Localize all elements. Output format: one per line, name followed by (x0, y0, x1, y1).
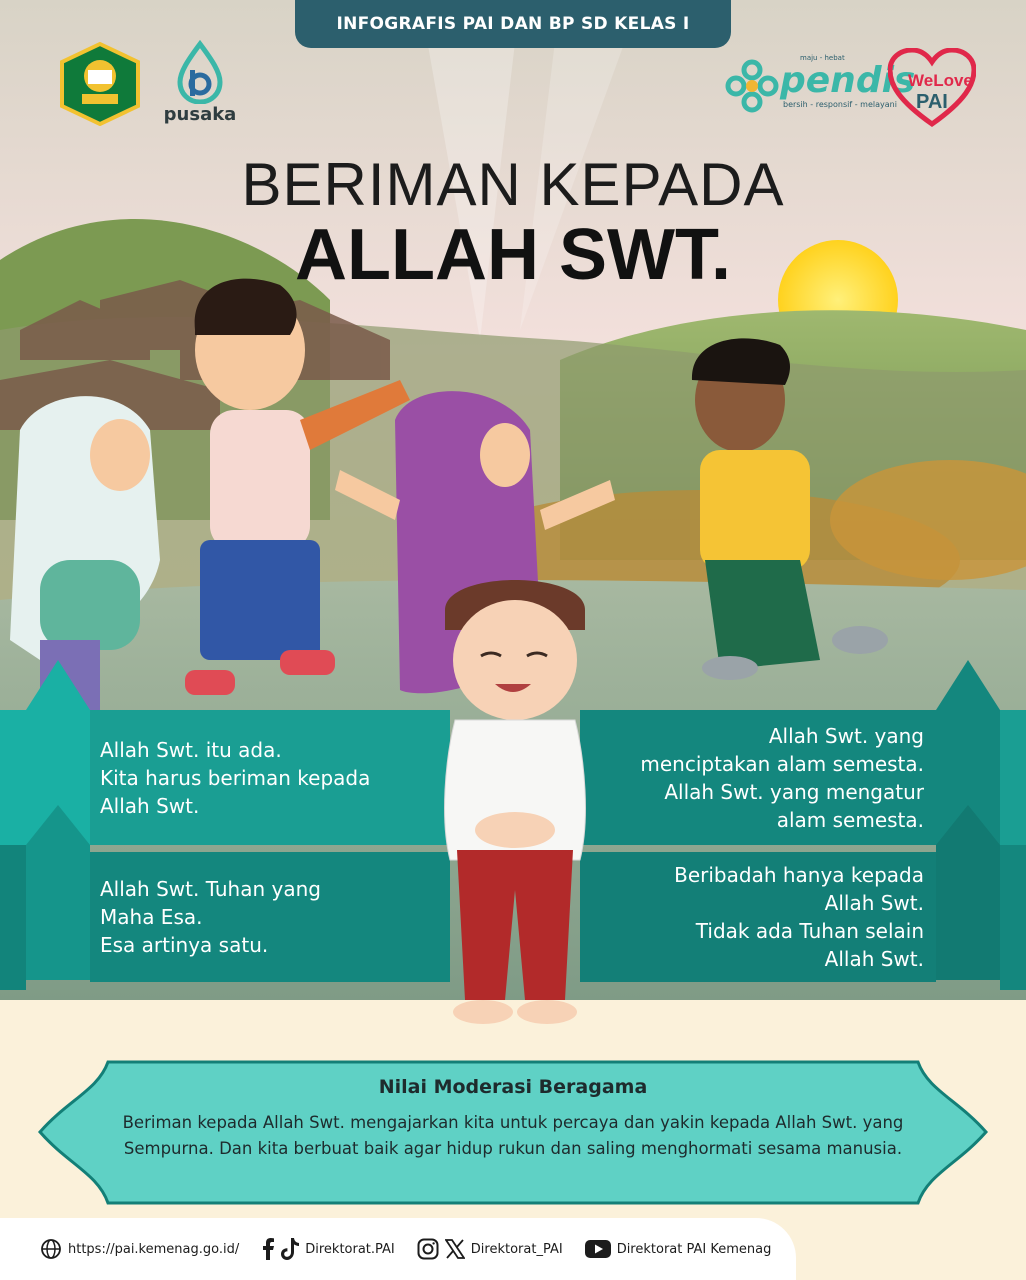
footer-website-text: https://pai.kemenag.go.id/ (68, 1241, 240, 1257)
pendis-wordmark: pendis (780, 60, 916, 101)
pusaka-drop-icon (160, 40, 240, 104)
footer-youtube-text: Direktorat PAI Kemenag (616, 1241, 772, 1257)
kemenag-logo (58, 42, 142, 126)
boy-praying-art (415, 560, 615, 1040)
title-line-2: ALLAH SWT. (295, 215, 731, 295)
pendis-logo (722, 56, 782, 116)
pendis-top-tag: maju - hebat (800, 54, 845, 62)
pai-text: PAI (916, 91, 948, 113)
instagram-icon (417, 1238, 439, 1260)
footer-bar (0, 1218, 796, 1280)
footer-website[interactable] (40, 1238, 239, 1260)
footer-youtube[interactable] (585, 1240, 772, 1258)
pendis-flower-icon (722, 56, 782, 116)
pusaka-label: pusaka (163, 104, 237, 125)
panel-top-right-text: Allah Swt. yang menciptakan alam semesta. Allah Swt. yang mengatur alam semesta. (640, 723, 924, 832)
title-line-1: BERIMAN KEPADA (241, 151, 785, 218)
welove-pai-logo (888, 48, 976, 128)
welove-text: WeLove (908, 71, 973, 90)
tiktok-icon (281, 1238, 299, 1260)
footer-ig-x-text: Direktorat_PAI (470, 1241, 563, 1257)
panel-bottom-left-text: Allah Swt. Tuhan yang Maha Esa. Esa artinya satu. (100, 877, 321, 957)
panel-top-left-text: Allah Swt. itu ada. Kita harus beriman kepada Allah Swt. (100, 737, 371, 818)
youtube-icon (585, 1240, 611, 1258)
panel-bottom-left (90, 852, 450, 982)
kemenag-emblem-icon (58, 42, 142, 126)
top-banner: INFOGRAFIS PAI DAN BP SD KELAS I (295, 0, 731, 48)
facebook-icon (261, 1238, 275, 1260)
panel-top-right (580, 710, 936, 845)
moderasi-body: Beriman kepada Allah Swt. mengajarkan kita untuk percaya dan yakin kepada Allah Swt. yang Sempurna. Dan kita berbuat baik agar hidup rukun dan saling menghormati sesama manusia. (122, 1113, 904, 1158)
boy-praying-figure (415, 560, 615, 1040)
panel-top-left (90, 710, 450, 845)
x-icon (445, 1239, 465, 1259)
panel-bottom-right (580, 852, 936, 982)
footer-facebook-tiktok[interactable] (261, 1238, 395, 1260)
pendis-tagline: bersih - responsif - melayani (783, 100, 897, 109)
footer-fb-tiktok-text: Direktorat.PAI (305, 1241, 395, 1257)
panel-bottom-right-text: Beribadah hanya kepada Allah Swt. Tidak ada Tuhan selain Allah Swt. (674, 863, 924, 971)
footer-instagram-x[interactable] (417, 1238, 563, 1260)
heart-icon (888, 48, 976, 128)
globe-icon (40, 1238, 62, 1260)
moderasi-title: Nilai Moderasi Beragama (378, 1076, 648, 1098)
